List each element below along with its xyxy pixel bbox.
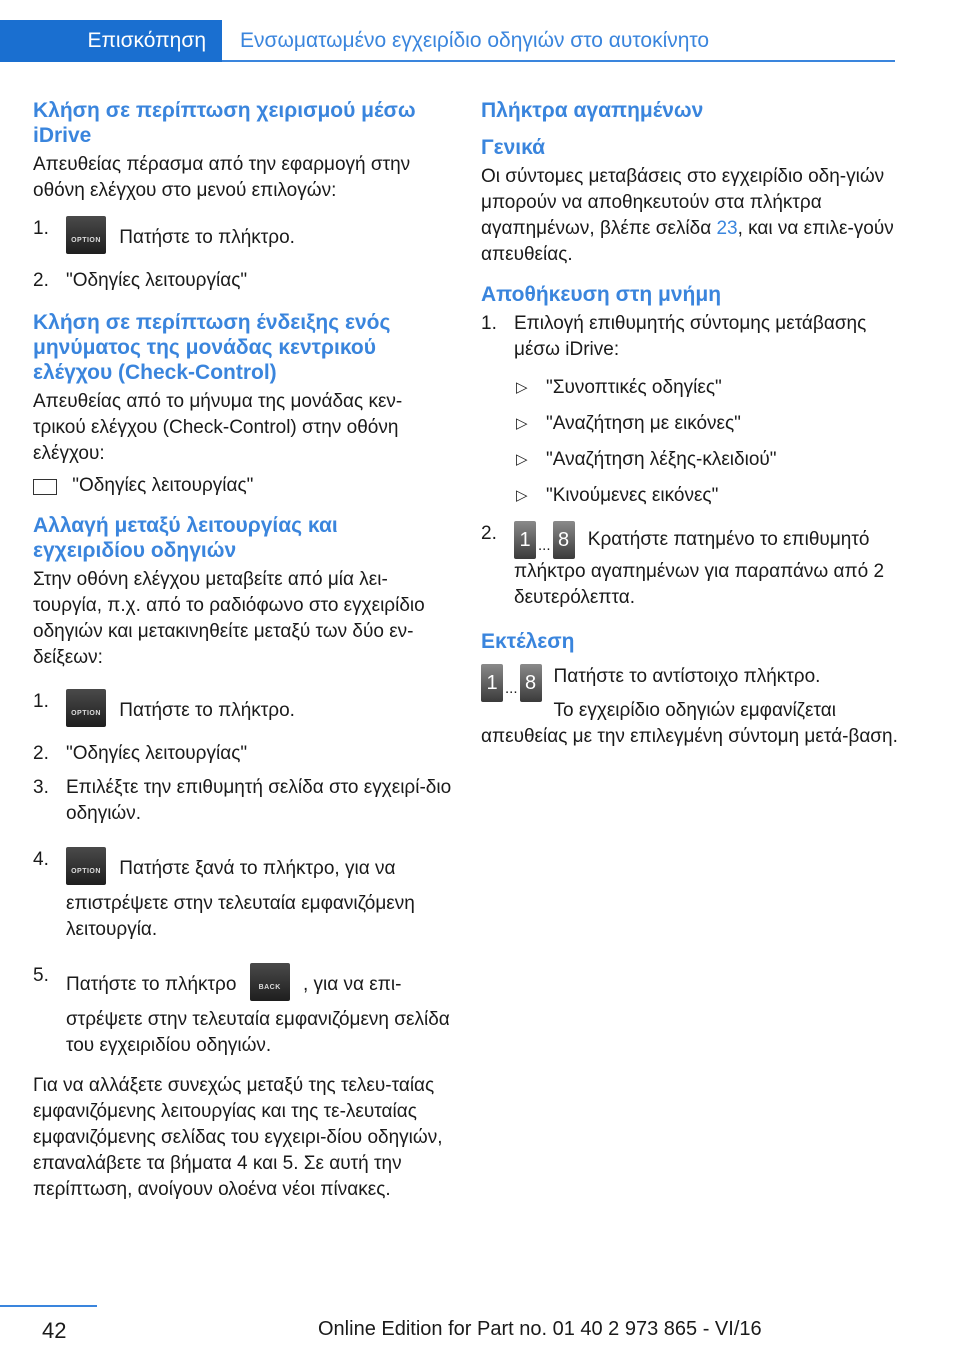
- book-icon: [33, 477, 59, 495]
- manual-line: "Οδηγίες λειτουργίας": [33, 473, 453, 499]
- step-5: 5. Πατήστε το πλήκτρο BACK , για να επι-στρέψετε στην τελευταία εμφανιζόμενη σελίδα του εγχειριδίου οδηγιών.: [33, 965, 450, 1056]
- heading-store: Αποθήκευση στη μνήμη: [481, 283, 722, 306]
- favorite-key-8-icon: 8: [553, 521, 575, 559]
- footer-rule: [0, 1305, 97, 1307]
- sub-item: ▷ "Συνοπτικές οδηγίες": [481, 375, 901, 401]
- page-number: 42: [42, 1318, 67, 1343]
- sub-item: ▷ "Αναζήτηση λέξης-κλειδιού": [481, 447, 901, 473]
- back-button-icon: BACK: [250, 963, 290, 1001]
- triangle-icon: ▷: [516, 379, 528, 396]
- step-2: 2. "Οδηγίες λειτουργίας": [33, 743, 248, 764]
- paragraph-switch: Στην οθόνη ελέγχου μεταβείτε από μία λει-τουργία, π.χ. από το ραδιόφωνο στο εγχειρίδιο οδηγιών και μετακινηθείτε μεταξύ των δύο εν-δείξεων:: [33, 569, 425, 668]
- favorite-keys-icon: 1 ... 8: [481, 664, 542, 702]
- edition-note: Online Edition for Part no. 01 40 2 973 865 - VI/16: [318, 1318, 762, 1340]
- step-2: 2. 1 ... 8 Κρατήστε πατημένο το επιθυμητό πλήκτρο αγαπημένων για παραπάνω από 2 δευτερόλεπτα.: [481, 523, 885, 608]
- option-button-icon: OPTION: [66, 216, 106, 254]
- sub-item: ▷ "Αναζήτηση με εικόνες": [481, 411, 901, 437]
- paragraph-idrive: Απευθείας πέρασμα από την εφαρμογή στην οθόνη ελέγχου στο μενού επιλογών:: [33, 154, 411, 201]
- paragraph-repeat: Για να αλλάξετε συνεχώς μεταξύ της τελευ-ταίας εμφανιζόμενης λειτουργίας και της τε-λευταίας εμφανιζόμενης σελίδας του εγχειρι-δίου οδηγιών, επαναλάβετε τα βήματα 4 και 5. Σε αυτή την περίπτωση, ανοίγουν ολοένα νέοι πίνακες.: [33, 1075, 443, 1200]
- triangle-icon: ▷: [516, 451, 528, 468]
- tab-overview[interactable]: Επισκόπηση: [0, 20, 222, 62]
- left-column: [33, 98, 453, 1217]
- sub-item: ▷ "Κινούμενες εικόνες": [481, 483, 901, 509]
- step-4: 4. OPTION Πατήστε ξανά το πλήκτρο, για να επιστρέψετε στην τελευταία εμφανιζόμενη λειτουργία.: [33, 849, 415, 940]
- step-number: 2.: [33, 270, 49, 291]
- execute-block: 1 ... 8 Πατήστε το αντίστοιχο πλήκτρο. Το εγχειρίδιο οδηγιών εμφανίζεται απευθείας με την επιλεγμένη σύντομη μετά-βαση.: [481, 666, 898, 747]
- heading-switch: Αλλαγή μεταξύ λειτουργίας και εγχειριδίου οδηγιών: [33, 514, 338, 562]
- paragraph-check-control: Απευθείας από το μήνυμα της μονάδας κεν-τρικού ελέγχου (Check-Control) στην οθόνη ελέγχου:: [33, 391, 403, 464]
- step-2: [33, 268, 453, 294]
- heading-idrive: Κλήση σε περίπτωση χειρισμού μέσω iDrive: [33, 99, 416, 147]
- option-button-icon: OPTION: [66, 847, 106, 885]
- paragraph-general: Οι σύντομες μεταβάσεις στο εγχειρίδιο οδη-γιών μπορούν να αποθηκευτούν στα πλήκτρα αγαπημένων, βλέπε σελίδα 23, και να επιλε-γούν απευθείας.: [481, 166, 894, 265]
- right-column: [481, 98, 901, 750]
- step-number: 1.: [33, 218, 49, 239]
- heading-general: Γενικά: [481, 136, 546, 159]
- favorite-key-1-icon: 1: [514, 521, 536, 559]
- page-link[interactable]: 23: [716, 218, 738, 239]
- step-1: 1. OPTION Πατήστε το πλήκτρο.: [33, 689, 453, 733]
- step-text: Πατήστε το πλήκτρο.: [119, 227, 295, 249]
- step-1: 1. Επιλογή επιθυμητής σύντομης μετάβασης μέσω iDrive:: [481, 313, 867, 360]
- header-tabs: [0, 20, 895, 62]
- step-3: 3. Επιλέξτε την επιθυμητή σελίδα στο εγχειρί-διο οδηγιών.: [33, 777, 452, 824]
- step-1: [33, 216, 453, 260]
- triangle-icon: ▷: [516, 415, 528, 432]
- heading-check-control: Κλήση σε περίπτωση ένδειξης ενός μηνύματος της μονάδας κεντρικού ελέγχου (Check-Control): [33, 311, 391, 384]
- triangle-icon: ▷: [516, 487, 528, 504]
- heading-favorites: Πλήκτρα αγαπημένων: [481, 99, 704, 122]
- step-text: "Οδηγίες λειτουργίας": [66, 270, 248, 291]
- option-button-icon: OPTION: [66, 689, 106, 727]
- heading-execute: Εκτέλεση: [481, 630, 575, 653]
- tab-integrated-manual[interactable]: Ενσωματωμένο εγχειρίδιο οδηγιών στο αυτοκίνητο: [222, 20, 895, 62]
